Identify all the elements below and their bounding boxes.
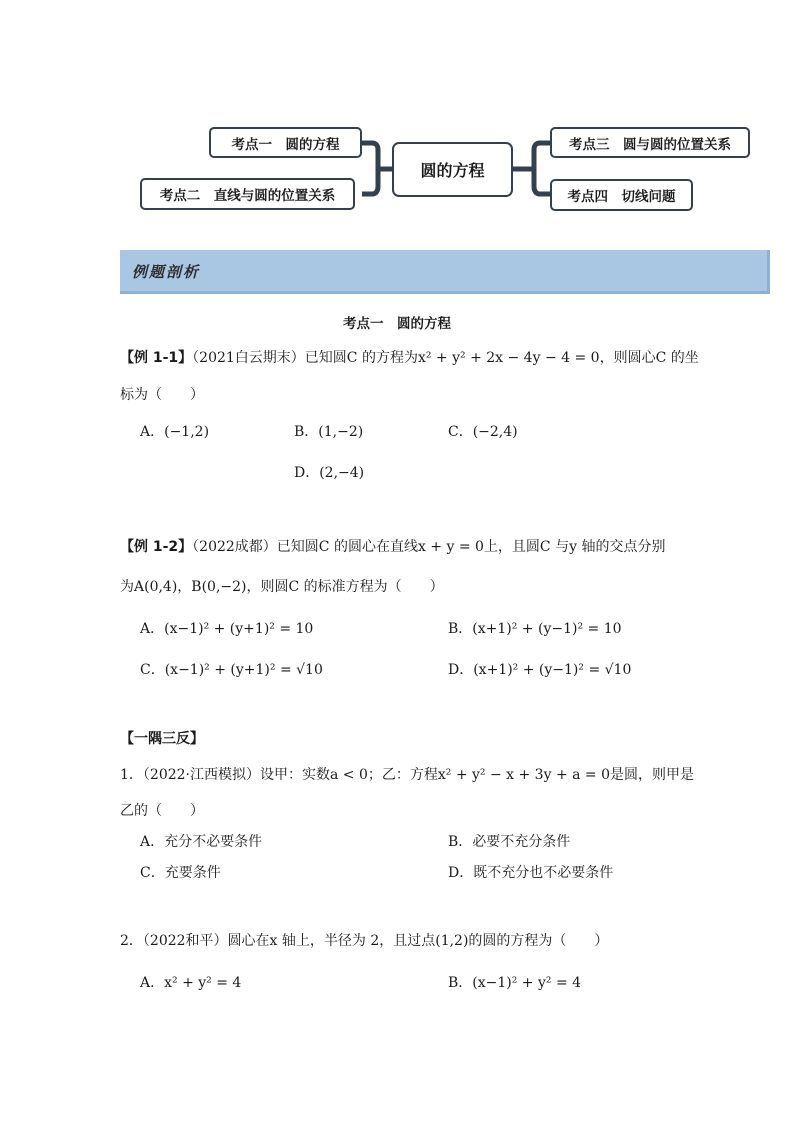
example-label: 【例 1-1】 [120, 350, 193, 366]
option-a: A．(−1,2) [140, 424, 210, 440]
section-title: 考点一 圆的方程 [343, 316, 451, 332]
mindmap-center-node: 圆的方程 [392, 142, 513, 197]
banner-title: 例题剖析 [132, 263, 201, 281]
example-1-1-line1 [120, 347, 699, 367]
section-banner [120, 250, 770, 294]
mindmap-node-topic4: 考点四 切线问题 [550, 179, 693, 211]
option-c: C．充要条件 [140, 865, 221, 881]
mindmap-node-topic1: 考点一 圆的方程 [209, 127, 362, 158]
example-label: 【例 1-2】 [120, 539, 193, 555]
practice-heading: 【一隅三反】 [120, 731, 204, 747]
option-a: A．充分不必要条件 [140, 834, 263, 850]
question-1-line2: 乙的（ ） [120, 803, 204, 819]
question-2-line1: 2．（2022和平）圆心在x 轴上，半径为 2，且过点(1,2)的圆的方程为（ ） [120, 933, 609, 949]
example-text: （2022成都）已知圆C 的圆心在直线x + y = 0上，且圆C 与y 轴的交点分别 [192, 539, 666, 555]
option-a: A．x² + y² = 4 [140, 975, 242, 991]
option-b: B．(x+1)² + (y−1)² = 10 [448, 621, 622, 637]
option-b: B．必要不充分条件 [448, 834, 571, 850]
mindmap-node-topic2: 考点二 直线与圆的位置关系 [140, 178, 355, 210]
option-d: D．(2,−4) [294, 465, 365, 481]
option-c: C．(−2,4) [448, 424, 518, 440]
example-1-2-line1 [120, 536, 665, 556]
mindmap-node-topic3: 考点三 圆与圆的位置关系 [550, 127, 750, 158]
example-1-1-line2: 标为（ ） [120, 387, 204, 403]
option-d: D．既不充分也不必要条件 [448, 865, 614, 881]
option-b: B．(1,−2) [294, 424, 364, 440]
option-c: C．(x−1)² + (y+1)² = √10 [140, 662, 323, 678]
example-text: （2021白云期末）已知圆C 的方程为x² + y² + 2x − 4y − 4 = 0，则圆心C 的坐 [192, 350, 699, 366]
option-b: B．(x−1)² + y² = 4 [448, 975, 582, 991]
question-1-line1: 1．（2022·江西模拟）设甲：实数a < 0；乙：方程x² + y² − x + 3y + a = 0是圆，则甲是 [120, 767, 695, 783]
option-d: D．(x+1)² + (y−1)² = √10 [448, 662, 632, 678]
example-1-2-line2: 为A(0,4)，B(0,−2)，则圆C 的标准方程为（ ） [120, 579, 444, 595]
option-a: A．(x−1)² + (y+1)² = 10 [140, 621, 314, 637]
